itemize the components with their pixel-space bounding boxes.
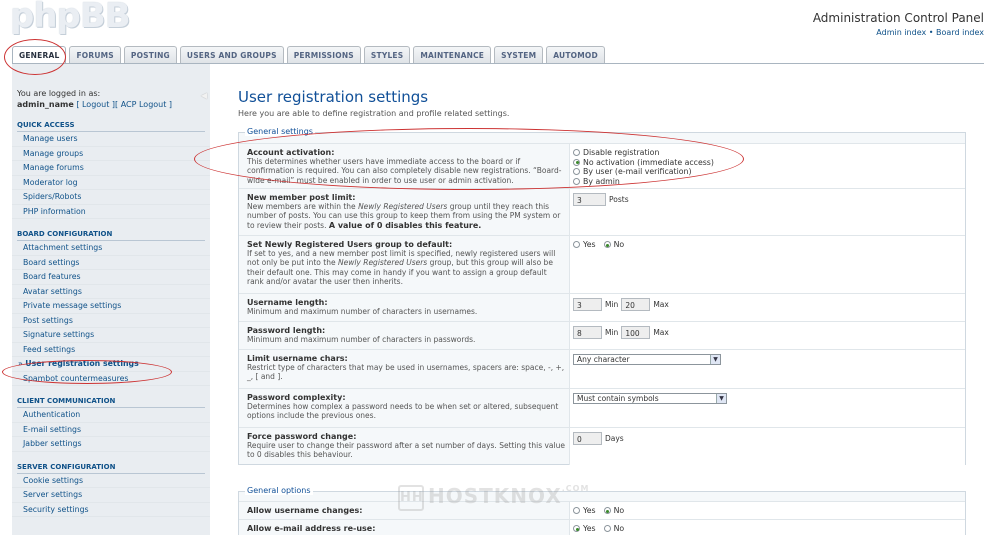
fieldset-legend: General settings <box>247 127 313 136</box>
field-label: Allow username changes: <box>247 506 363 515</box>
field-label: New member post limit: <box>247 193 356 202</box>
yes-radio[interactable]: Yes <box>573 524 596 533</box>
sidebar-item-private-message-settings[interactable]: Private message settings <box>12 299 210 314</box>
force-password-change-row <box>239 427 965 465</box>
account-activation-row <box>239 143 965 188</box>
sidebar-item-manage-forums[interactable]: Manage forums <box>12 161 210 176</box>
sidebar-item-board-features[interactable]: Board features <box>12 270 210 285</box>
sidebar-item-moderator-log[interactable]: Moderator log <box>12 176 210 191</box>
option-label: By user (e-mail verification) <box>583 167 692 176</box>
post-limit-row <box>239 188 965 235</box>
post-limit-input[interactable]: 3 <box>573 193 606 206</box>
main-tabs <box>12 46 605 64</box>
radio-icon <box>604 241 611 248</box>
tab-styles[interactable]: STYLES <box>364 46 410 63</box>
sidebar-item-user-registration-settings[interactable]: » User registration settings <box>12 357 210 372</box>
sidebar-item-jabber-settings[interactable]: Jabber settings <box>12 437 210 452</box>
field-explain: Minimum and maximum number of characters in passwords. <box>247 335 476 344</box>
sidebar-item-security-settings[interactable]: Security settings <box>12 503 210 518</box>
sidebar-item-spiders-robots[interactable]: Spiders/Robots <box>12 190 210 205</box>
activation-option-disable-registration[interactable] <box>573 148 962 158</box>
activation-option-by-admin[interactable] <box>573 177 962 187</box>
posts-unit: Posts <box>609 195 629 204</box>
radio-icon <box>573 168 580 175</box>
field-label: Force password change: <box>247 432 357 441</box>
sidebar <box>12 64 210 535</box>
tab-automod[interactable]: AUTOMOD <box>546 46 605 63</box>
activation-option-no-activation-immediate-access[interactable] <box>573 158 962 168</box>
field-label: Limit username chars: <box>247 354 348 363</box>
sidebar-item-cookie-settings[interactable]: Cookie settings <box>12 474 210 489</box>
sidebar-item-board-settings[interactable]: Board settings <box>12 256 210 271</box>
password-complexity-select[interactable]: Must contain symbols ▼ <box>573 393 727 404</box>
sidebar-item-authentication[interactable]: Authentication <box>12 408 210 423</box>
min-label: Min <box>605 328 619 337</box>
days-unit: Days <box>605 434 624 443</box>
sidebar-item-e-mail-settings[interactable]: E-mail settings <box>12 423 210 438</box>
sidebar-heading-quick-access: QUICK ACCESS <box>17 121 205 132</box>
yes-radio[interactable]: Yes <box>573 506 596 515</box>
radio-icon <box>573 178 580 185</box>
field-label: Password length: <box>247 326 326 335</box>
acp-logout-link[interactable]: [ ACP Logout ] <box>115 100 173 109</box>
radio-icon <box>604 507 611 514</box>
username-chars-select[interactable]: Any character ▼ <box>573 354 721 365</box>
sidebar-item-attachment-settings[interactable]: Attachment settings <box>12 241 210 256</box>
field-label: Set Newly Registered Users group to default: <box>247 240 453 249</box>
option-label: No activation (immediate access) <box>583 157 714 167</box>
sidebar-heading-server-configuration: SERVER CONFIGURATION <box>17 463 205 474</box>
page-description: Here you are able to define registration and profile related settings. <box>238 109 510 118</box>
hostknox-watermark: HH $HOSTKNOX^{.COM}$ <box>398 484 598 514</box>
sidebar-item-avatar-settings[interactable]: Avatar settings <box>12 285 210 300</box>
field-explain: This determines whether users have immediate access to the board or if confirmation is required. You can also completely disable new registrations. “Board-wide e-mail” must be enabled in order to use user or admin activation. <box>247 157 562 185</box>
allow-email-reuse-row <box>239 519 965 535</box>
no-radio[interactable]: No <box>604 506 625 515</box>
radio-icon <box>573 241 580 248</box>
tab-users-and-groups[interactable]: USERS AND GROUPS <box>180 46 284 63</box>
username-min-input[interactable]: 3 <box>573 298 602 311</box>
radio-icon <box>604 525 611 532</box>
header-right <box>813 11 984 37</box>
collapse-sidebar-icon[interactable]: ◀ <box>200 91 208 100</box>
chevron-down-icon: ▼ <box>710 355 720 364</box>
fieldset-legend: General options <box>247 486 311 495</box>
max-label: Max <box>653 328 669 337</box>
option-label: Disable registration <box>583 148 660 157</box>
link-separator: • <box>928 28 934 37</box>
field-label: Password complexity: <box>247 393 346 402</box>
radio-icon <box>573 525 580 532</box>
password-days-input[interactable]: 0 <box>573 432 602 445</box>
page-title: User registration settings <box>238 88 429 106</box>
sidebar-item-server-settings[interactable]: Server settings <box>12 488 210 503</box>
limit-username-chars-row <box>239 349 965 388</box>
field-explain: Require user to change their password after a set number of days. Setting this value to 0 disables this behaviour. <box>247 441 565 460</box>
sidebar-item-signature-settings[interactable]: Signature settings <box>12 328 210 343</box>
field-explain: If set to yes, and a new member post limit is specified, newly registered users will not only be put into the Newly Registered Users group, but this group will also be their default one. This may come in handy if you want to assign a group default rank and/or avatar the user then inherits. <box>247 249 556 287</box>
header-links <box>813 28 984 37</box>
phpbb-logo[interactable]: phpBB <box>10 0 130 36</box>
radio-icon <box>573 149 580 156</box>
password-length-row <box>239 321 965 349</box>
tab-permissions[interactable]: PERMISSIONS <box>287 46 361 63</box>
tab-system[interactable]: SYSTEM <box>494 46 543 63</box>
allow-username-changes-row <box>239 501 965 519</box>
tab-posting[interactable]: POSTING <box>124 46 177 63</box>
tab-maintenance[interactable]: MAINTENANCE <box>413 46 491 63</box>
option-label: By admin <box>583 176 620 186</box>
field-explain: Restrict type of characters that may be used in usernames, spacers are: space, -, +, _, [ and ]. <box>247 363 565 382</box>
acp-title: Administration Control Panel <box>812 11 984 25</box>
username-max-input[interactable]: 20 <box>621 298 650 311</box>
sidebar-item-manage-users[interactable]: Manage users <box>12 132 210 147</box>
password-complexity-row <box>239 388 965 427</box>
field-label: Allow e-mail address re-use: <box>247 524 376 533</box>
sidebar-item-spambot-countermeasures[interactable]: Spambot countermeasures <box>12 372 210 387</box>
logged-in-label: You are logged in as: <box>17 89 101 98</box>
tab-forums[interactable]: FORUMS <box>69 46 120 63</box>
radio-icon <box>573 159 580 166</box>
sidebar-item-feed-settings[interactable]: Feed settings <box>12 343 210 358</box>
activation-options <box>569 144 965 188</box>
username-length-row <box>239 293 965 321</box>
field-explain: Determines how complex a password needs to be when set or altered, subsequent options include the previous ones. <box>247 402 559 421</box>
login-info <box>12 64 210 110</box>
no-radio[interactable]: No <box>604 524 625 533</box>
username: admin_name <box>17 100 74 109</box>
field-label: Account activation: <box>247 148 335 157</box>
password-max-input[interactable]: 100 <box>621 326 650 339</box>
sidebar-heading-client-communication: CLIENT COMMUNICATION <box>17 397 205 408</box>
sidebar-heading-board-configuration: BOARD CONFIGURATION <box>17 230 205 241</box>
sidebar-item-post-settings[interactable]: Post settings <box>12 314 210 329</box>
sidebar-item-manage-groups[interactable]: Manage groups <box>12 147 210 162</box>
chevron-down-icon: ▼ <box>716 394 726 403</box>
logout-link[interactable]: [ Logout ] <box>76 100 116 109</box>
password-min-input[interactable]: 8 <box>573 326 602 339</box>
sidebar-item-php-information[interactable]: PHP information <box>12 205 210 220</box>
board-index-link[interactable]: Board index <box>936 28 984 37</box>
general-settings-fieldset <box>238 127 966 465</box>
admin-index-link[interactable]: Admin index <box>876 28 927 37</box>
yes-radio[interactable]: Yes <box>573 240 596 249</box>
tab-general[interactable]: GENERAL <box>12 46 66 64</box>
max-label: Max <box>653 300 669 309</box>
field-explain: Minimum and maximum number of characters in usernames. <box>247 307 478 316</box>
field-label: Username length: <box>247 298 328 307</box>
main-content <box>238 88 968 118</box>
sidebar-menu <box>12 121 210 517</box>
min-label: Min <box>605 300 619 309</box>
newly-registered-row <box>239 235 965 293</box>
no-radio[interactable]: No <box>604 240 625 249</box>
general-options-fieldset <box>238 486 966 535</box>
field-explain: New members are within the Newly Registered Users group until they reach this number of posts. You can use this group to keep them from using the PM system or to review their posts. A value of 0 disables this feature. <box>247 202 561 230</box>
activation-option-by-user-e-mail-verification[interactable] <box>573 167 962 177</box>
